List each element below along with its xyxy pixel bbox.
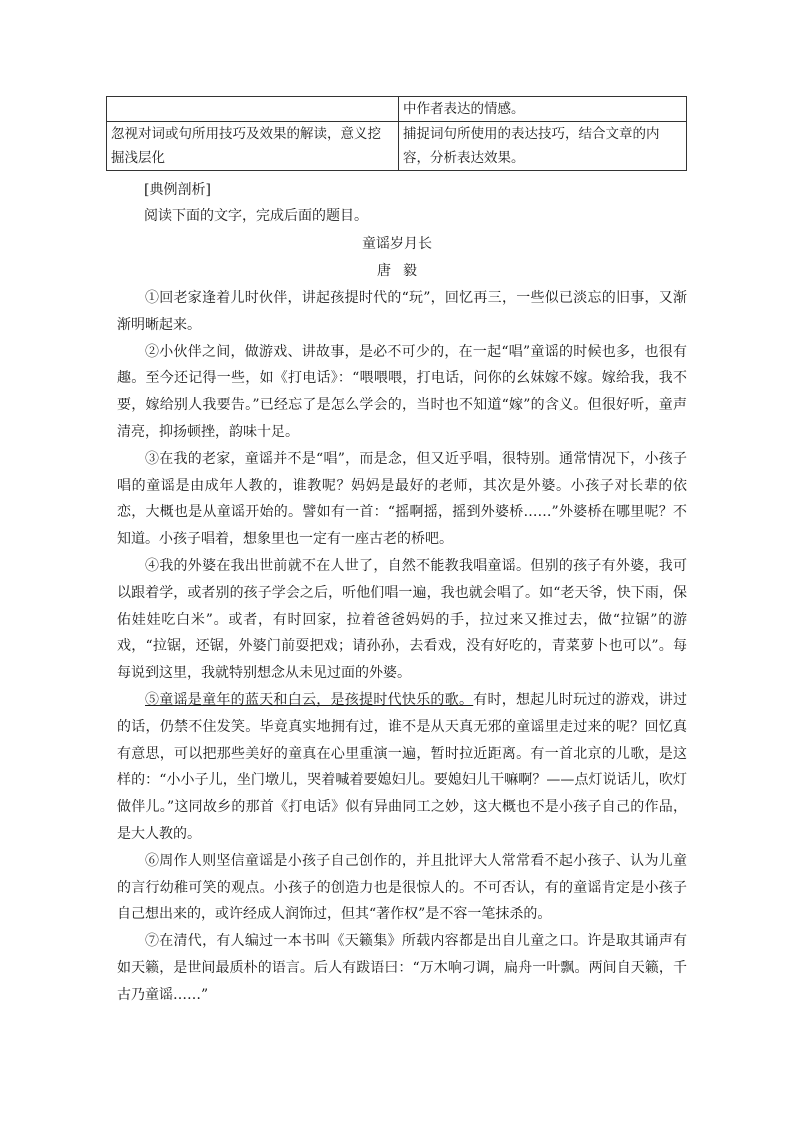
table-cell-left: 忽视对词或句所用技巧及效果的解读，意义挖掘浅层化 [107,122,399,171]
paragraph-5 [117,687,687,848]
article-author: 唐毅 [377,263,429,279]
article-title: 童谣岁月长 [362,236,432,252]
underlined-sentence: ⑤童谣是童年的蓝天和白云，是孩提时代快乐的歌。 [145,691,474,708]
paragraph-1: ①回老家逢着儿时伙伴，讲起孩提时代的“玩”，回忆再三，一些似已淡忘的旧事，又渐渐明晰起来。 [117,290,687,333]
paragraph-7: ⑦在清代，有人编过一本书叫《天籁集》所载内容都是出自儿童之口。许是取其诵声有如天籁，是世间最质朴的语言。后人有跋语曰：“万木响刁调，扁舟一叶飘。两间自天籁，千古乃童谣……” [117,933,687,1003]
table-cell-right: 捕捉词句所使用的表达技巧，结合文章的内容，分析表达效果。 [399,122,687,171]
table-row [107,122,687,171]
table-cell-right: 中作者表达的情感。 [399,97,687,122]
paragraph-4: ④我的外婆在我出世前就不在人世了，自然不能教我唱童谣。但别的孩子有外婆，我可以跟着学，或者别的孩子学会之后，听他们唱一遍，我也就会唱了。如“老天爷，快下雨，保佑娃娃吃白米”。或者，有时回家，拉着爸爸妈妈的手，拉过来又推过去，做“拉锯”的游戏，“拉锯，还锯，外婆门前耍把戏；请孙孙，去看戏，没有好吃的，青菜萝卜也可以”。每每说到这里，我就特别想念从未见过面的外婆。 [117,557,687,682]
paragraph-2: ②小伙伴之间，做游戏、讲故事，是必不可少的，在一起“唱”童谣的时候也多，也很有趣。至今还记得一些，如《打电话》：“喂喂喂，打电话，问你的幺妹嫁不嫁。嫁给我，我不要，嫁给别人我要告。”已经忘了是怎么学会的，当时也不知道“嫁”的含义。但很好听，童声清亮，抑扬顿挫，韵味十足。 [117,343,687,440]
criteria-table [106,96,687,171]
paragraph-6: ⑥周作人则坚信童谣是小孩子自己创作的，并且批评大人常常看不起小孩子、认为儿童的言行幼稚可笑的观点。小孩子的创造力也是很惊人的。不可否认，有的童谣肯定是小孩子自己想出来的，或许经成人润饰过，但其“著作权”是不容一笔抹杀的。 [117,852,687,923]
table-cell-left [107,97,399,122]
table-row [107,97,687,122]
paragraph-3: ③在我的老家，童谣并不是“唱”，而是念，但又近乎唱，很特别。通常情况下，小孩子唱的童谣是由成年人教的，谁教呢？妈妈是最好的老师，其次是外婆。小孩子对长辈的依恋，大概也是从童谣开始的。譬如有一首：“摇啊摇，摇到外婆桥……”外婆桥在哪里呢？不知道。小孩子唱着，想象里也一定有一座古老的桥吧。 [117,450,687,548]
article-body [117,285,687,1009]
reading-instruction: 阅读下面的文字，完成后面的题目。 [144,208,368,224]
paragraph-5-rest: 有时，想起儿时玩过的游戏，讲过的话，仍禁不住发笑。毕竟真实地拥有过，谁不是从天真无邪的童谣里走过来的呢？回忆真有意思，可以把那些美好的童真在心里重演一遍，暂时拉近距离。有一首北京的儿歌，是这样的：“小小子儿，坐门墩儿，哭着喊着要媳妇儿。要媳妇儿干嘛啊？——点灯说话儿，吹灯做伴儿。”这同故乡的那首《打电话》似有异曲同工之妙，这大概也不是小孩子自己的作品，是大人教的。 [117,691,688,842]
section-label: [典例剖析] [144,182,211,198]
